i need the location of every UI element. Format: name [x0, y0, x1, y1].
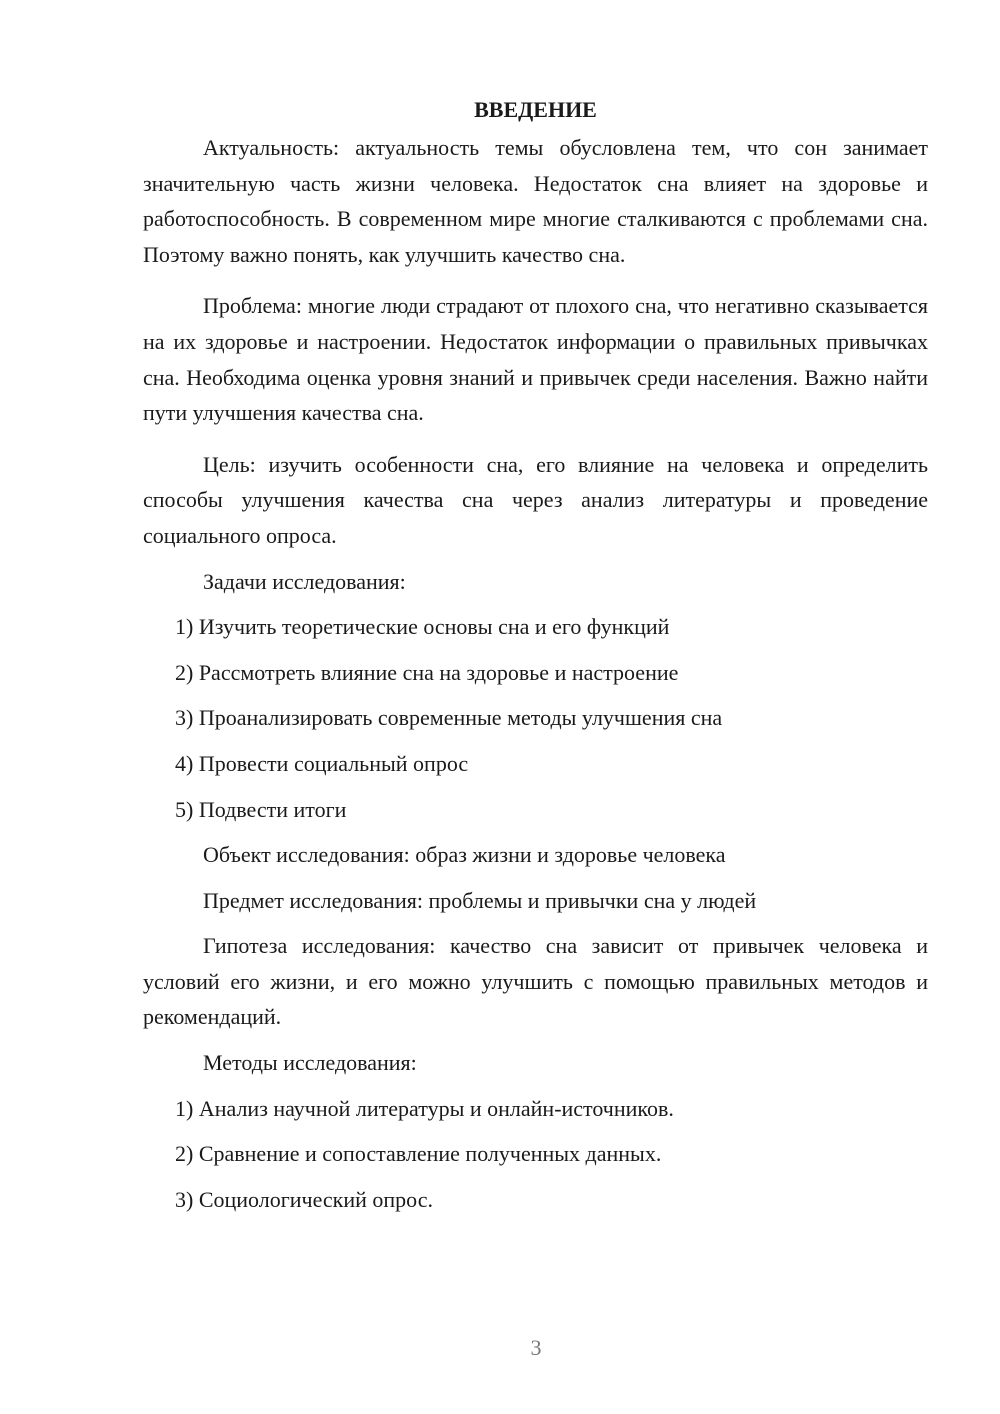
task-item: 3) Проанализировать современные методы улучшения сна — [175, 705, 723, 731]
problem-paragraph: Проблема: многие люди страдают от плохого сна, что негативно сказывается на их здоровье и настроении. Недостаток информации о правильных привычках сна. Необходима оценка уровня знаний и привычек среди населения. Важно найти пути улучшения качества сна. — [143, 293, 928, 426]
method-item: 3) Социологический опрос. — [175, 1186, 433, 1212]
task-item: 4) Провести социальный опрос — [175, 750, 469, 776]
goal-paragraph: Цель: изучить особенности сна, его влияние на человека и определить способы улучшения качества сна через анализ литературы и проведение социального опроса. — [143, 451, 928, 548]
task-item: 1) Изучить теоретические основы сна и его функций — [175, 614, 670, 640]
relevance-paragraph: Актуальность: актуальность темы обусловлена тем, что сон занимает значительную часть жизни человека. Недостаток сна влияет на здоровье и работоспособность. В современном мире многие сталкиваются с проблемами сна. Поэтому важно понять, как улучшить качество сна. — [143, 135, 928, 267]
task-item: 2) Рассмотреть влияние сна на здоровье и настроение — [175, 659, 679, 685]
tasks-list — [143, 609, 928, 827]
method-item: 2) Сравнение и сопоставление полученных данных. — [175, 1141, 662, 1167]
methods-list — [143, 1091, 928, 1218]
methods-heading: Методы исследования: — [203, 1050, 417, 1076]
page-number: 3 — [530, 1335, 542, 1360]
object-line: Объект исследования: образ жизни и здоровье человека — [203, 842, 726, 868]
document-page — [143, 92, 928, 1227]
method-item: 1) Анализ научной литературы и онлайн-источников. — [175, 1095, 674, 1121]
hypothesis-paragraph: Гипотеза исследования: качество сна зависит от привычек человека и условий его жизни, и его можно улучшить с помощью правильных методов и рекомендаций. — [143, 933, 928, 1030]
tasks-heading: Задачи исследования: — [203, 568, 406, 594]
task-item: 5) Подвести итоги — [175, 796, 347, 822]
subject-line: Предмет исследования: проблемы и привычки сна у людей — [203, 887, 757, 913]
page-title: ВВЕДЕНИЕ — [474, 97, 597, 122]
